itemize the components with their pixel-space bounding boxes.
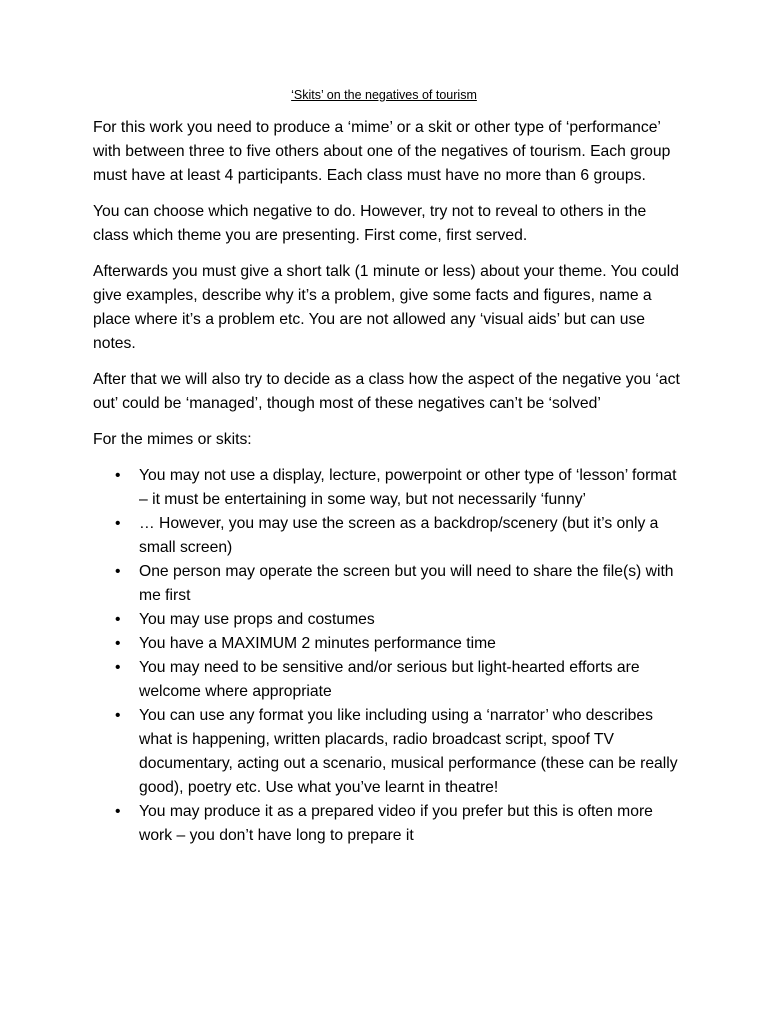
- paragraph-choose-negative: You can choose which negative to do. However, try not to reveal to others in the class which theme you are presenting. First come, first served.: [93, 203, 647, 244]
- list-item-text: You may produce it as a prepared video if you prefer but this is often more work – you don’t have long to prepare it: [139, 803, 653, 844]
- bullet-icon: •: [115, 515, 121, 532]
- bullet-icon: •: [115, 635, 121, 652]
- paragraph-managed: After that we will also try to decide as a class how the aspect of the negative you ‘act out’ could be ‘managed’, though most of these negatives can’t be ‘solved’: [93, 371, 680, 412]
- bullet-icon: •: [115, 611, 121, 628]
- paragraph-mimes-heading: For the mimes or skits:: [93, 431, 252, 448]
- list-item: [115, 656, 683, 704]
- list-item-text: You may not use a display, lecture, powerpoint or other type of ‘lesson’ format – it must be entertaining in some way, but not necessarily ‘funny’: [139, 467, 677, 508]
- document-body: [93, 116, 683, 848]
- list-item: [115, 704, 683, 800]
- rules-list: [93, 464, 683, 848]
- paragraph-instructions: For this work you need to produce a ‘mime’ or a skit or other type of ‘performance’ with between three to five others about one of the negatives of tourism. Each group must have at least 4 participants. Each class must have no more than 6 groups.: [93, 119, 671, 184]
- list-item: [115, 632, 683, 656]
- bullet-icon: •: [115, 467, 121, 484]
- list-item-text: You may need to be sensitive and/or serious but light-hearted efforts are welcome where appropriate: [139, 659, 640, 700]
- list-item-text: You have a MAXIMUM 2 minutes performance time: [139, 635, 496, 652]
- list-item: [115, 512, 683, 560]
- list-item-text: You may use props and costumes: [139, 611, 375, 628]
- list-item: [115, 608, 683, 632]
- bullet-icon: •: [115, 563, 121, 580]
- list-item: [115, 800, 683, 848]
- bullet-icon: •: [115, 659, 121, 676]
- list-item: [115, 464, 683, 512]
- bullet-icon: •: [115, 707, 121, 724]
- list-item-text: One person may operate the screen but you will need to share the file(s) with me first: [139, 563, 674, 604]
- bullet-icon: •: [115, 803, 121, 820]
- list-item: [115, 560, 683, 608]
- document-title: ‘Skits’ on the negatives of tourism: [291, 88, 477, 102]
- paragraph-short-talk: Afterwards you must give a short talk (1 minute or less) about your theme. You could give examples, describe why it’s a problem, give some facts and figures, name a place where it’s a problem etc. You are not allowed any ‘visual aids’ but can use notes.: [93, 263, 679, 352]
- list-item-text: You can use any format you like including using a ‘narrator’ who describes what is happening, written placards, radio broadcast script, spoof TV documentary, acting out a scenario, musical performance (these can be really good), poetry etc. Use what you’ve learnt in theatre!: [139, 707, 678, 796]
- list-item-text: … However, you may use the screen as a backdrop/scenery (but it’s only a small screen): [139, 515, 659, 556]
